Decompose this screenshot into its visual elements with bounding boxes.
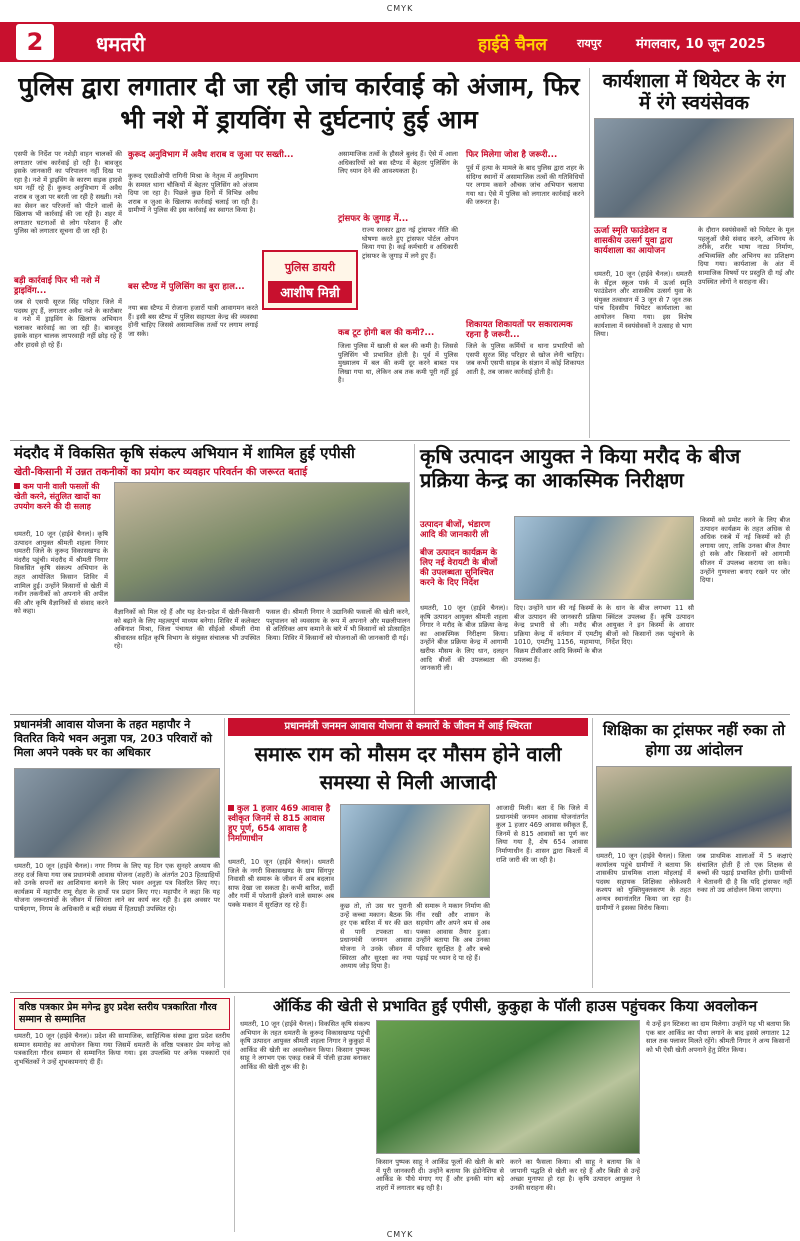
story5-headline: प्रधानमंत्री आवास योजना के तहत महापौर ने वितरित किये भवन अनुज्ञा पत्र, 203 परिवारों को मिला अपने पक्के घर का अधिकार bbox=[14, 718, 213, 759]
story8-col4: ये उन्हें इन स्टिकरा का दाम मिलेगा। उन्होंने यह भी बताया कि एक बार आर्किड का पौधा लगाने के बाद इससे लगातार 12 साल तक फ्लावर मिलते रहेंगे। श्रीमती निगार ने अन्य किसानों को भी ऐसी खेती अपनाने हेतु प्रेरित किया। bbox=[646, 1020, 790, 1054]
story1-col2-subhead: कुरूद अनुविभाग में अवैध शराब व जुआ पर सख्ती... bbox=[128, 150, 294, 160]
orchid-photo bbox=[376, 1020, 640, 1154]
story1-col4-subhead2: शिकायत शिकायतों पर सकारात्मक रहना है जरूरी... bbox=[466, 320, 573, 340]
protest-photo bbox=[596, 766, 792, 848]
masthead-date: मंगलवार, 10 जून 2025 bbox=[636, 37, 766, 52]
story3-col3: फसल दी। श्रीमती निगार ने उद्यानिकी फसलों की खेती करने, पशुपालन को व्यवसाय के रूप में अपनाने और मछलीपालन से अतिरिक्त आय कमाने के बारे में भी किसानों को प्रोत्साहित किया। शिविर में किसानों को योजनाओं की जानकारी दी गई। bbox=[266, 608, 410, 642]
story3-col2: वैज्ञानिकों को मिल रहे हैं और यह देश-प्रदेश में खेती-किसानी को बढ़ाने के लिए महत्वपूर्ण माध्यम बनेगा। शिविर में कलेक्टर अबिनाश मिश्रा, जिला पंचायत की सीईओ श्रीमती रोमा श्रीवास्तव सहित कृषि विभाग के संयुक्त संचालक भी उपस्थित रहे। bbox=[114, 608, 260, 651]
story2-col1: धमतरी, 10 जून (हाईवे चैनल)। धमतरी के सेंट्रल स्कूल पार्क में ऊर्जा स्मृति फाउंडेशन और शासकीय उत्सर्ग युवा के संयुक्त तत्वाधान में 3 जून से 7 जून तक पांच दिवसीय थियेटर कार्यशाला का आयोजन किया गया। इस विशेष कार्यशाला में स्वयंसेवकों ने उत्साह से भाग लिया। bbox=[594, 270, 692, 339]
story6-bullet bbox=[228, 804, 334, 844]
story6-bullet-text: कुल 1 हजार 469 आवास है स्वीकृत जिनमें से 815 आवास हुए पूर्ण, 654 आवास है निर्माणाधीन bbox=[228, 804, 331, 844]
story9-col1: धमतरी, 10 जून (हाईवे चैनल)। प्रदेश की सामाजिक, साहित्यिक संस्था द्वारा प्रदेश स्तरीय सम्मान समारोह का आयोजन किया गया जिसमें धमतरी के वरिष्ठ पत्रकार प्रेम मगेन्द्र को पत्रकारिता गौरव सम्मान से सम्मानित किया गया। इस उपलब्धि पर अनेक पत्रकारों एवं शुभचिंतकों ने उन्हें शुभकामनाएं दी हैं। bbox=[14, 1032, 230, 1066]
story1-col4b: जिले के पुलिस कर्मियों व थाना प्रभारियों को एसपी सूरज सिंह परिहार से खोज लेनी चाहिए। जब कभी एसपी साहब के संज्ञान में कोई शिकायत आती है, तब जाकर कार्रवाई होती है। bbox=[466, 342, 584, 376]
divider bbox=[224, 718, 225, 988]
story4-col1: धमतरी, 10 जून (हाईवे चैनल)। कृषि उत्पादन आयुक्त श्रीमती शहला निगार ने मरौद के बीज प्रक्रिया केन्द्र का आकस्मिक निरीक्षण किया। उन्होंने बीज प्रक्रिया केन्द्र में आगामी खरीफ मौसम के लिए धान, दलहन आदि बीजों की उपलब्धता की जानकारी ली। bbox=[420, 604, 508, 673]
brand-logo: हाईवे चैनल bbox=[478, 35, 547, 55]
story1-col1b: जब से एसपी सूरज सिंह परिहार जिले में पदस्थ हुए हैं, लगातार अवैध नशे के कारोबार व नशे में ड्राइविंग के खिलाफ अभियान चलाकर कार्रवाई का जा रही है। बावजूद इसके वाहन चालक लापरवाही नहीं छोड़ रहे हैं और हादसे हो रहे हैं। bbox=[14, 298, 122, 349]
seed-center-photo bbox=[514, 516, 694, 600]
divider bbox=[10, 440, 790, 441]
story2-col2: के दौरान स्वयंसेवकों को थियेटर के मूल पहलुओं जैसे संवाद करने, अभिनय के तरीके, शरीर भाषा नाट्य निर्माण, अभिव्यक्ति और अभिनय का प्रशिक्षण दिया गया। कार्यशाला के अंत में सामाजिक विषयों पर प्रस्तुति दी गई और उपस्थित लोगों ने सराहना की। bbox=[698, 226, 794, 286]
story3-bullet-text: कम पानी वाली फसलों की खेती करने, संतुलित खादों का उपयोग करने की दी सलाह bbox=[14, 482, 101, 511]
story4-col2: दिए। उन्होंने धान की नई किस्मों के बीज उत्पादन की जानकारी प्रक्रिया केन्द्र प्रभारी से ली। मरौद बीज प्रक्रिया केन्द्र में वर्तमान में एमटीयू 1010, एमटीयू 1156, महामाया, विक्रम टीसीआर आदि किस्मों के बीज उपलब्ध हैं। bbox=[514, 604, 602, 664]
divider bbox=[234, 996, 235, 1232]
city-name: धमतरी bbox=[96, 32, 146, 56]
story6-col3: श्री समारू ने मकान निर्माण की नींव रखी और शासन के सहयोग और अपने श्रम से अब पक्का आवास तैयार हुआ। उन्होंने बताया कि अब उनका परिवार सुरक्षित है और बच्चे पढ़ाई पर ध्यान दे पा रहे हैं। bbox=[416, 902, 490, 962]
color-marks-top: CMYK bbox=[386, 4, 414, 13]
masthead-place: रायपुर bbox=[577, 37, 602, 50]
story4-side1: उत्पादन बीजों, भंडारण आदि की जानकारी ली bbox=[420, 520, 491, 540]
story8-col1: धमतरी, 10 जून (हाईवे चैनल)। विकसित कृषि संकल्प अभियान के तहत धमतरी के कुरूद विकासखण्ड पहुंची कृषि उत्पादन आयुक्त श्रीमती शहला निगार ने कुकुहा में आर्किड की खेती का अवलोकन किया। किसान पुष्पक साहू ने लगभग एक एकड़ रकबे में पॉली हाउस बनाकर आर्किड की खेती शुरू की है। bbox=[240, 1020, 370, 1071]
story1-headline: पुलिस द्वारा लगातार दी जा रही जांच कार्रवाई को अंजाम, फिर भी नशे में ड्रायविंग से दुर्घटनाएं हुई आम bbox=[18, 72, 580, 134]
house-photo bbox=[340, 804, 490, 898]
color-marks-bottom: CMYK bbox=[386, 1230, 414, 1239]
bullet-icon bbox=[14, 483, 20, 489]
story4-col3: के धान के बीज लगभग 11 सौ क्विंटल उपलब्ध हैं। कृषि उत्पादन आयुक्त ने इन किस्मों के आधार बीजों को किसानों तक पहुंचाने के निर्देश दिए। bbox=[606, 604, 694, 647]
divider bbox=[10, 714, 790, 715]
story1-col4-subhead: फिर मिलेगा जोश है जरूरी... bbox=[466, 150, 558, 160]
story3-bullet bbox=[14, 482, 108, 512]
story6-col1: धमतरी, 10 जून (हाईवे चैनल)। धमतरी जिले के नगरी विकासखण्ड के ग्राम सिंगपुर निवासी श्री समारू के जीवन में अब बदलाव साफ देखा जा सकता है। कभी बारिश, सर्दी और गर्मी में परेशानी झेलने वाले समारू अब पक्के मकान में सुरक्षित रह रहे हैं। bbox=[228, 858, 334, 909]
story4-headline: कृषि उत्पादन आयुक्त ने किया मरौद के बीज प्रक्रिया केन्द्र का आकस्मिक निरीक्षण bbox=[420, 444, 741, 492]
story3-headline: मंदरौद में विकसित कृषि संकल्प अभियान में शामिल हुई एपीसी bbox=[14, 444, 355, 462]
story8-headline: ऑर्किड की खेती से प्रभावित हुईं एपीसी, कुकुहा के पॉली हाउस पहुंचकर किया अवलोकन bbox=[272, 997, 758, 1015]
story8-col3: करने का फैसला किया। श्री साहू ने बताया कि वे जापानी पद्धति से खेती कर रहे हैं और बिक्री से उन्हें अच्छा मुनाफा हो रहा है। कृषि उत्पादन आयुक्त ने उनकी सराहना की। bbox=[510, 1158, 640, 1192]
bullet-icon bbox=[228, 805, 234, 811]
story6-col2: कुछ तो, तो उस घर पुरानी उन्हें कच्चा मकान। बैठक कि हर एक बारिश में घर की छत से पानी टपकता था। प्रधानमंत्री जनमन आवास योजना ने उनके जीवन में स्थिरता और सुरक्षा का नया अध्याय जोड़ दिया है। bbox=[340, 902, 412, 971]
story1-col2: कुरूद एसडीओपी रागिनी मिश्रा के नेतृत्व में अनुविभाग के समस्त थाना चौकियों में बेहतर पुलिसिंग को अंजाम दिया जा रहा है। पिछले कुछ दिनों में विभिन्न अवैध शराब व जुआ के खिलाफ कार्रवाई चलाई जा रही है। ग्रामीणों ने पुलिस की इस कार्रवाई का स्वागत किया है। bbox=[128, 172, 258, 215]
divider bbox=[414, 444, 415, 714]
column-label: पुलिस डायरी bbox=[284, 261, 336, 274]
divider bbox=[592, 718, 593, 988]
story1-col2-subhead2: बस स्टैण्ड में पुलिसिंग का बुरा हाल... bbox=[128, 282, 245, 292]
story7-col1: धमतरी, 10 जून (हाईवे चैनल)। जिला कार्यालय पहुंचे ग्रामीणों ने बताया कि शासकीय प्राथमिक शाला मोहलाई में पदस्थ सहायक शिक्षिका लोकेश्वरी कश्यप को युक्तियुक्तकरण के तहत अन्यत्र स्थानांतरित किया जा रहा है। ग्रामीणों ने इसका विरोध किया। bbox=[596, 852, 691, 912]
story1-col2b: नया बस स्टैण्ड में रोजाना हजारों यात्री आवागमन करते हैं। इसी बस स्टैण्ड में पुलिस सहायता केन्द्र की व्यवस्था होनी चाहिए जिससे असामाजिक तत्वों पर लगाम लगाई जा सके। bbox=[128, 304, 258, 338]
story1-col3b: राज्य सरकार द्वारा नई ट्रांसफर नीति की घोषणा करते हुए ट्रांसफर पोर्टल ओपन किया गया है। कई कर्मचारी व अधिकारी ट्रांसफर के जुगाड़ में लगे हुए हैं। bbox=[362, 226, 458, 260]
section-band: प्रधानमंत्री जनमन आवास योजना से कमारों के जीवन में आई स्थिरता bbox=[228, 718, 588, 736]
story1-col3-subhead: ट्रांसफर के जुगाड़ में... bbox=[338, 214, 409, 224]
story4-side2: बीज उत्पादन कार्यक्रम के लिए नई वेरायटी के बीजों की उपलब्धता सुनिश्चित करने के दिए निर्देश bbox=[420, 548, 498, 588]
column-box bbox=[262, 250, 358, 310]
page-number: 2 bbox=[16, 24, 54, 60]
workshop-photo bbox=[594, 118, 794, 218]
story8-col2: किसान पुष्पक साहू ने आर्किड फूलों की खेती के बारे में पूरी जानकारी दी। उन्होंने बताया कि इंडोनेशिया से आर्किड के पौधे मंगाए गए हैं और इनकी मांग बड़े शहरों में लगातार बढ़ रही है। bbox=[376, 1158, 504, 1192]
story1-col1: एसपी के निर्देश पर नशेड़ी वाहन चालकों की लगातार जांच कार्रवाई हो रही है। बावजूद इसके जानकारी का परिपालन नहीं दिख पा रहा है। नशे में ड्राइविंग के कारण सड़क हादसे थम नहीं रहे हैं। कुरूद अनुविभाग में अवैध शराब व जुआ पर बरती जा रही है सख्ती। नशे का सेवन कर परिजनों को पीटने वालों के खिलाफ भी कार्रवाई की जा रही है। शहर में लगातार घटनाओं से लोग परेशान हैं और पुलिस को लगातार सूचना दी जा रही है। bbox=[14, 150, 122, 236]
story6-col4: आजादी मिली। बता दें कि जिले में प्रधानमंत्री जनमन आवास योजनांतर्गत कुल 1 हजार 469 आवास स्वीकृत हैं, जिनमें से 815 आवासों का पूर्ण कर लिया गया है, शेष 654 आवास निर्माणाधीन हैं। शासन द्वारा किश्तों में राशि जारी की जा रही है। bbox=[496, 804, 588, 864]
story2-subhead: ऊर्जा स्मृति फाउंडेशन व शासकीय उत्सर्ग युवा द्वारा कार्यशाला का आयोजन bbox=[594, 226, 673, 256]
story1-col1-subhead: बड़ी कार्रवाई फिर भी नशे में ड्राइविंग... bbox=[14, 276, 100, 296]
story1-col4: पूर्व में हत्या के मामले के बाद पुलिस द्वारा शहर के संदिग्ध स्थानों में असामाजिक तत्वों की गतिविधियों पर लगाम कसने औचक जांच अभियान चलाया गया था। ऐसे में पुलिस को लगातार कार्रवाई करने की जरूरत है। bbox=[466, 164, 584, 207]
divider bbox=[10, 992, 790, 993]
story4-col4: किस्मों को प्रमोट करने के लिए बीज उत्पादन कार्यक्रम के तहत अधिक से अधिक रकबे में नई किस्मों को ही लगाया जाए, ताकि उनका बीज तैयार हो सके और किसानों को आगामी सीजन में उपलब्ध कराया जा सके। उन्होंने गुणवत्ता बनाए रखने पर जोर दिया। bbox=[700, 516, 790, 585]
story3-col1: धमतरी, 10 जून (हाईवे चैनल)। कृषि उत्पादन आयुक्त श्रीमती शहला निगार धमतरी जिले के कुरूद विकासखण्ड के मंदरौद पहुंची। मंदरौद में श्रीमती निगार विकसित कृषि संकल्प अभियान के तहत आयोजित किसान शिविर में शामिल हुईं। उन्होंने किसानों से खेती में नवीन तकनीकों को अपनाने की अपील की और कृषि वैज्ञानिकों से संवाद करने को कहा। bbox=[14, 530, 108, 616]
story5-col1: धमतरी, 10 जून (हाईवे चैनल)। नगर निगम के लिए यह दिन एक सुनहरे अध्याय की तरह दर्ज किया गया जब प्रधानमंत्री आवास योजना (शहरी) के अंतर्गत 203 हितग्राहियों को उनके सपनों का आशियाना बनाने के लिए भवन अनुज्ञा पत्र वितरित किए गए। कार्यक्रम में महापौर रामू रोहरा के हाथों पत्र प्रदान किए गए। महापौर ने कहा कि यह योजना जरूरतमंदों के जीवन में स्थिरता लाने का कार्य कर रही है। इस अवसर पर पार्षदगण, निगम के अधिकारी व बड़ी संख्या में हितग्राही उपस्थित रहे। bbox=[14, 862, 220, 913]
story9-headline-box bbox=[14, 998, 230, 1030]
story6-headline: समारू राम को मौसम दर मौसम होने वाली समस्या से मिली आजादी bbox=[254, 742, 562, 794]
divider bbox=[589, 68, 590, 438]
story2-headline: कार्यशाला में थियेटर के रंग में रंगे स्वयंसेवक bbox=[602, 70, 786, 114]
story1-col3c: जिला पुलिस में खाली से बल की कमी है। जिससे पुलिसिंग भी प्रभावित होती है। पूर्व में पुलिस मुख्यालय में बल की कमी दूर करने बाबत पत्र लिखा गया था, लेकिन अब तक कमी पूरी नहीं हुई है। bbox=[338, 342, 458, 385]
awas-photo bbox=[14, 768, 220, 858]
apc-photo bbox=[114, 482, 410, 602]
column-author: आशीष मिन्नी bbox=[268, 281, 352, 303]
story3-subhead: खेती-किसानी में उन्नत तकनीकों का प्रयोग कर व्यवहार परिवर्तन की जरूरत बताई bbox=[14, 467, 308, 478]
story7-headline: शिक्षिका का ट्रांसफर नहीं रुका तो होगा उग्र आंदोलन bbox=[603, 721, 785, 759]
story7-col2: जब प्राथमिक शालाओं में 5 कक्षाएं संचालित होती हैं तो एक शिक्षक से बच्चों की पढ़ाई प्रभावित होगी। ग्रामीणों ने चेतावनी दी है कि यदि ट्रांसफर नहीं रुका तो उग्र आंदोलन किया जाएगा। bbox=[697, 852, 792, 895]
story9-headline: वरिष्ठ पत्रकार प्रेम मगेन्द्र हुए प्रदेश स्तरीय पत्रकारिता गौरव सम्मान से सम्मानित bbox=[19, 1002, 217, 1025]
story1-col3-subhead2: कब टूट होगी बल की कमी?... bbox=[338, 328, 435, 338]
story1-col3: असामाजिक तत्वों के हौसले बुलंद हैं। ऐसे में आला अधिकारियों को बस स्टैण्ड में बेहतर पुलिसिंग के लिए ध्यान देने की आवश्यकता है। bbox=[338, 150, 458, 176]
